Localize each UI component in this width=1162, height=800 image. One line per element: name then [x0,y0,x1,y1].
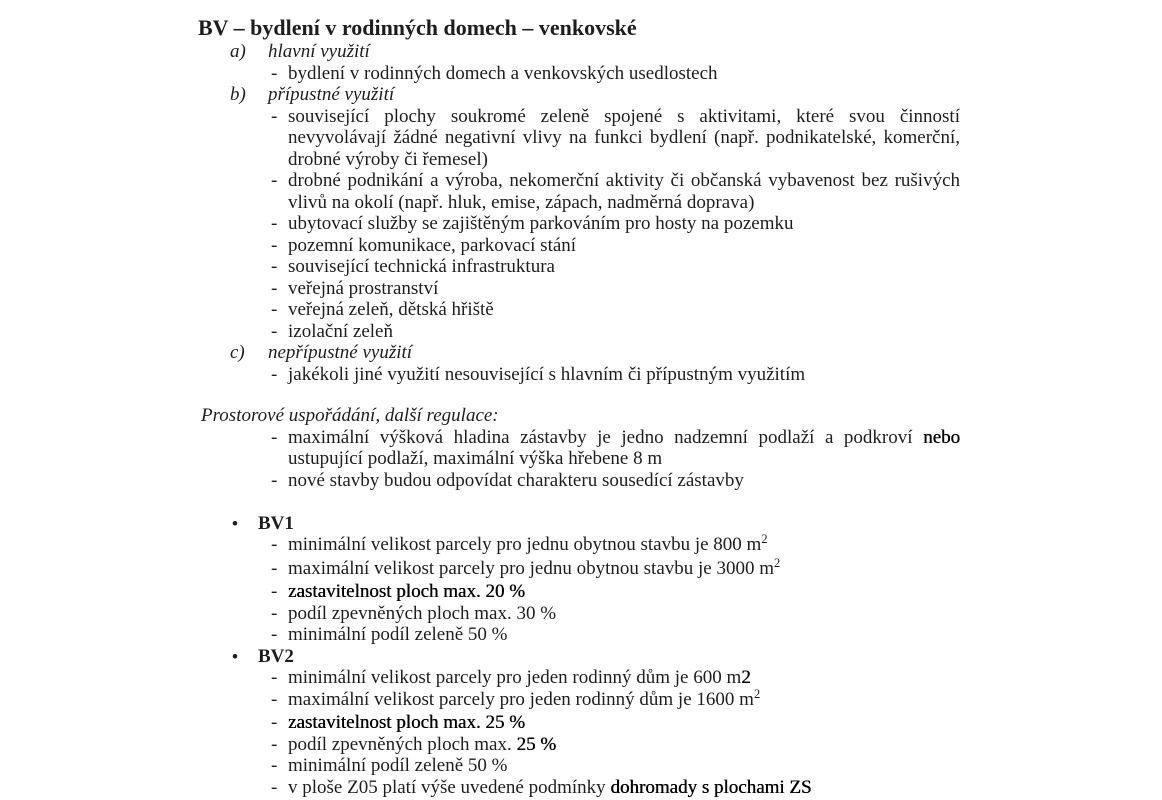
text-segment: zastavitelnost ploch max. 25 % [288,712,525,733]
dash-marker: - [271,105,278,127]
text-segment: 2 [753,686,761,701]
dash-marker: - [271,712,278,733]
dash-marker: - [271,733,278,755]
text-segment: 2 [761,532,768,546]
zone-heading [232,513,1162,535]
dash-marker: - [271,299,278,320]
bullet-icon: • [232,646,238,666]
text-segment: 2 [741,667,751,688]
section-list-item [271,234,960,257]
dash-marker: - [271,688,278,710]
zone-name: BV1 [258,512,294,534]
dash-marker: - [271,557,278,579]
dash-marker: - [271,320,278,342]
zone-rules-list [0,513,1162,799]
text-segment: veřejná zeleň, dětská hřiště [288,299,494,320]
zone-list-item [271,712,960,734]
text-segment: zastavitelnost ploch max. 20 % [288,581,525,602]
spatial-regulations-list [0,427,1162,492]
text-segment: maximální výšková hladina zástavby je jedno nadzemní podlaží a podkroví [288,426,924,448]
section-list-item [271,170,960,213]
text-segment: drobné podnikání a výroba, nekomerční aktivity či občanská vybavenost bez rušivých vlivů na okolí (např. hluk, emise, zápach, nadměrná doprava) [288,170,960,213]
section-label: c) [230,342,245,363]
text-segment: související technická infrastruktura [288,256,555,277]
section-list-item [271,62,960,85]
section-list-item [271,277,960,300]
text-segment: podíl zpevněných ploch max. 30 % [288,602,557,624]
text-segment: související plochy soukromé zeleně spojené s aktivitami, které svou činností nevyvolávají žádné negativní vlivy na funkci bydlení (např. podnikatelské, komerční, drobné výroby či řemesel) [288,105,960,170]
page-title: BV – bydlení v rodinných domech – venkovské [198,15,637,40]
text-segment: nové stavby budou odpovídat charakteru sousedící zástavby [288,469,744,491]
zone-heading [232,646,1162,668]
zone-list-item [271,733,960,756]
zone-list-item [271,755,960,777]
section-heading-text: hlavní využití [268,41,370,62]
dash-marker: - [271,213,278,234]
dash-marker: - [271,170,278,191]
zone-name: BV2 [258,645,294,667]
dash-marker: - [271,62,278,84]
spatial-heading: Prostorové uspořádání, další regulace: [201,405,499,426]
zone-list-item [271,581,960,603]
zone-list-item [271,602,960,625]
text-segment: minimální velikost parcely pro jeden rodinný dům je 600 m [288,667,742,688]
text-segment: minimální velikost parcely pro jednu obytnou stavbu je 800 m [288,534,762,555]
text-segment: minimální podíl zeleně 50 % [288,755,508,776]
text-segment: podíl zpevněných ploch max. [288,733,517,755]
dash-marker: - [271,776,278,798]
dash-marker: - [271,363,278,385]
dash-marker: - [271,256,278,277]
dash-marker: - [271,234,278,256]
section-list-item [271,213,960,235]
text-segment: maximální velikost parcely pro jeden rodinný dům je 1600 m [288,688,754,710]
text-segment: izolační zeleň [288,320,393,342]
dash-marker: - [271,755,278,776]
zone-list-item [271,776,960,799]
spatial-list-item [271,469,960,492]
text-segment: minimální podíl zeleně 50 % [288,624,508,645]
zone-list-item [271,555,960,582]
section-list-item [271,363,960,386]
zone-list-item [271,686,960,713]
section-heading-text: nepřípustné využití [268,342,413,363]
dash-marker: - [271,667,278,688]
section-heading [230,342,1162,364]
text-segment: jakékoli jiné využití nesouvisející s hlavním či přípustným využitím [288,363,806,385]
text-segment: ubytovací služby se zajištěným parkováním pro hosty na pozemku [288,213,794,234]
section-heading [230,41,1162,63]
section-list-item [271,320,960,343]
zone-list-item [271,532,960,558]
spatial-list-item [271,426,960,470]
section-list-item [271,299,960,321]
text-segment: veřejná prostranství [288,277,439,299]
text-segment: nebo [923,426,960,448]
dash-marker: - [271,624,278,645]
use-sections [0,41,1162,385]
text-segment: 25 % [516,733,557,755]
zone-list-item [271,667,960,689]
dash-marker: - [271,602,278,624]
section-label: b) [230,84,246,105]
section-list-item [271,256,960,278]
section-list-item [271,105,960,171]
section-label: a) [230,41,246,62]
text-segment: 2 [774,555,781,570]
zone-list-item [271,624,960,646]
section-heading [230,84,1162,106]
text-segment: dohromady s plochami ZS [610,776,812,798]
dash-marker: - [271,469,278,491]
text-segment: maximální velikost parcely pro jednu obytnou stavbu je 3000 m [288,557,774,579]
text-segment: ustupující podlaží, maximální výška hřebene 8 m [288,448,663,469]
dash-marker: - [271,277,278,299]
dash-marker: - [271,426,278,448]
text-segment: pozemní komunikace, parkovací stání [288,234,577,256]
text-segment: bydlení v rodinných domech a venkovských usedlostech [288,62,718,84]
section-heading-text: přípustné využití [268,84,395,105]
bullet-icon: • [232,513,238,533]
text-segment: v ploše Z05 platí výše uvedené podmínky [288,776,611,798]
dash-marker: - [271,534,278,555]
dash-marker: - [271,581,278,602]
